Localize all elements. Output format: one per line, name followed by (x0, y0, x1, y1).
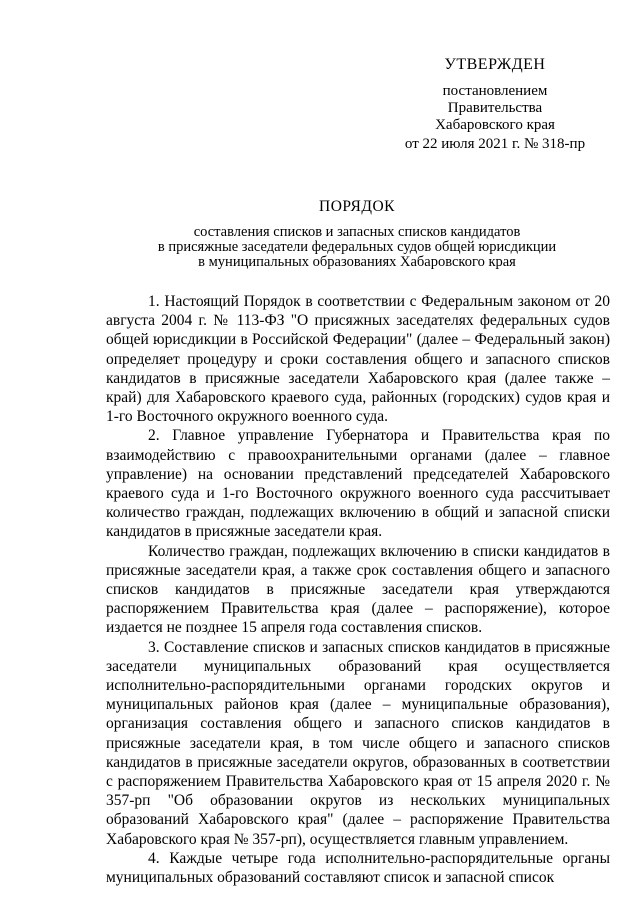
paragraph-1: 1. Настоящий Порядок в соответствии с Федеральным законом от 20 августа 2004 г. № 113-ФЗ "О присяжных заседателях федеральных судов общей юрисдикции в Российской Федерации" (далее – Федеральный закон) определяет процедуру и сроки составления общего и запасного списков кандидатов в присяжные заседатели Хабаровского края (далее также – край) для Хабаровского краевого суда, районных (городских) судов края и 1-го Восточного окружного военного суда. (106, 293, 610, 426)
document-body (106, 292, 610, 887)
paragraph-3: 3. Составление списков и запасных списков кандидатов в присяжные заседатели муниципальных образований края осуществляется исполнительно-распорядительными органами городских округов и муниципальных районов края (далее – муниципальные образования), организация составления общего и запасного списков кандидатов в присяжные заседатели края, в том числе общего и запасного списков кандидатов в присяжные заседатели округов, образованных в соответствии с распоряжением Правительства Хабаровского края от 15 апреля 2020 г. № 357-рп "Об образовании округов из нескольких муниципальных образований Хабаровского края" (далее – распоряжение Правительства Хабаровского края № 357-рп), осуществляется главным управлением. (106, 638, 610, 848)
approval-stamp (380, 56, 610, 153)
paragraph-2-continued: Количество граждан, подлежащих включению в списки кандидатов в присяжные заседатели края, а также срок составления общего и запасного списков кандидатов в присяжные заседатели края утверждаются распоряжением Правительства края (далее – распоряжение), которое издается не позднее 15 апреля года составления списков. (106, 542, 610, 637)
document-subtitle-line-3: в муниципальных образованиях Хабаровского края (198, 254, 516, 270)
approval-line-1: постановлением (442, 83, 548, 99)
document-subtitle-line-2: в присяжные заседатели федеральных судов общей юрисдикции (157, 239, 557, 255)
approved-label: УТВЕРЖДЕН (444, 56, 546, 73)
document-subtitle-line-1: составления списков и запасных списков кандидатов (193, 224, 521, 240)
document-title: ПОРЯДОК (319, 198, 395, 215)
approval-line-2: Правительства (447, 100, 543, 116)
approval-line-3: Хабаровского края (435, 117, 555, 133)
document-title-block (90, 198, 624, 270)
paragraph-4: 4. Каждые четыре года исполнительно-распорядительные органы муниципальных образований составляют список и запасной список (106, 849, 610, 887)
paragraph-2: 2. Главное управление Губернатора и Правительства края по взаимодействию с правоохранительными органами (далее – главное управление) на основании представлений председателей Хабаровского краевого суда и 1-го Восточного окружного военного суда рассчитывает количество граждан, подлежащих включению в общий и запасной списки кандидатов в присяжные заседатели края. (106, 427, 610, 541)
approval-date: от 22 июля 2021 г. № 318-пр (404, 136, 586, 152)
